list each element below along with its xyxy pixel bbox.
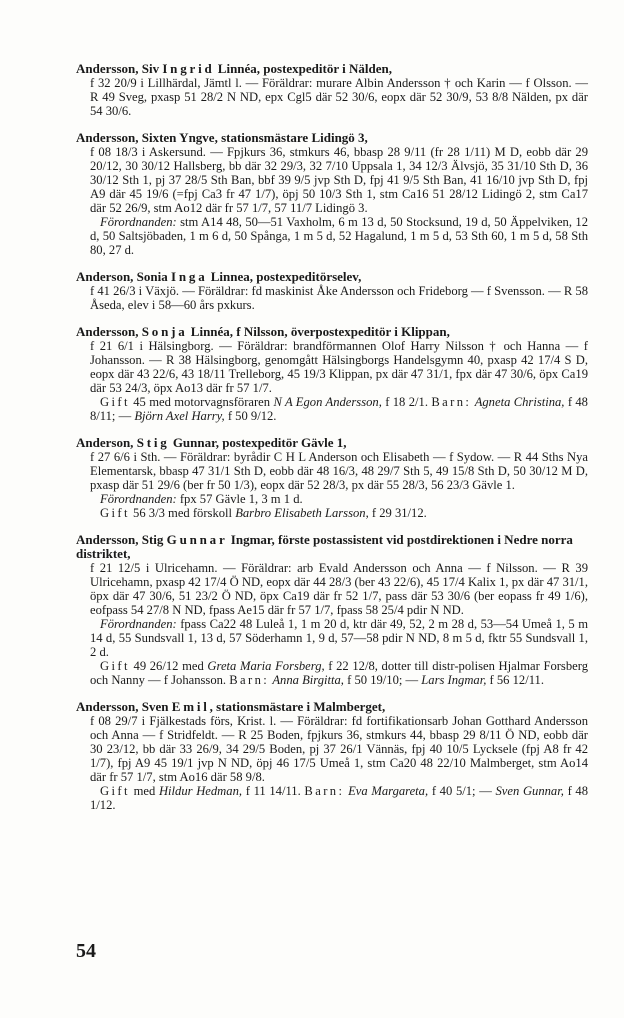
entry-body: f 08 18/3 i Askersund. — Fpjkurs 36, stmkurs 46, bbasp 28 9/11 (fr 28 1/11) M D, eobb där 29 20/12, 30 30/12 Hallsberg, bb där 32 29/3, 32 7/10 Uppsala 1, 34 12/3 Älvsjö, 35 31/10 Sth D, 36 30/12 Sth 1, pj 37 28/5 Sth Ban, bbf 39 9/5 jvp Sth D, fpj 41 9/5 Sth Ban, 41 16/10 jvp Sth D, fpj A9 där 45 19/6 (=fpj Ca3 fr 47 1/7), öpj 50 10/3 Sth 1, stm Ca16 51 28/12 Lidingö 2, stm Ca17 där 52 26/9, stm Ao12 där fr 57 1/7, 57 11/7 Lidingö 3. Förordnanden: stm A14 48, 50—51 Vaxholm, 6 m 13 d, 50 Stocksund, 19 d, 50 Äppelviken, 12 d, 50 Saltsjöbaden, 1 m 6 d, 50 Spånga, 1 m 5 d, 52 Hagalund, 1 m 5 d, 53 Sth 60, 1 m 5 d, 58 Sth 80, 27 d. [90,145,588,257]
entry-heading: Anderson, Sonia Inga Linnea, postexpeditörselev, [76,269,362,284]
entry-stig-gunnar-ingmar [76,533,588,687]
entry-heading: Andersson, Sonja Linnéa, f Nilsson, överpostexpeditör i Klippan, [76,324,450,339]
entry-heading: Andersson, Siv Ingrid Linnéa, postexpeditör i Nälden, [76,61,392,76]
entry-siv-ingrid [76,62,588,118]
page-number: 54 [76,940,96,962]
entry-body: f 41 26/3 i Växjö. — Föräldrar: fd maskinist Åke Andersson och Frideborg — f Svensson. — R 58 Åseda, elev i 58—60 års pxkurs. [90,284,588,312]
register-page [76,62,588,825]
entry-heading: Anderson, Stig Gunnar, postexpeditör Gävle 1, [76,435,347,450]
entry-body: f 21 6/1 i Hälsingborg. — Föräldrar: brandförmannen Olof Harry Nilsson † och Hanna — f Johansson. — R 38 Hälsingborg, genomgått Hälsingborgs Handelsgymn 40, pxasp 42 17/4 S D, eopx där 43 22/6, 43 18/11 Trelleborg, 45 19/3 Klippan, px där 47 31/1, fpx där 47 30/6, öpx Ca19 där 53 24/3, öpx Ao13 där fr 57 1/7. Gift 45 med motorvagnsföraren N A Egon Andersson, f 18 2/1. Barn: Agneta Christina, f 48 8/11; — Björn Axel Harry, f 50 9/12. [90,339,588,423]
entry-body: f 08 29/7 i Fjälkestads förs, Krist. l. — Föräldrar: fd fortifikationsarb Johan Gotthard Andersson och Anna — f Stridfeldt. — R 25 Boden, fpjkurs 36, stmkurs 44, bbasp 29 8/11 Ö ND, eobb där 30 23/12, bb där 33 26/9, 34 29/5 Boden, pj 37 26/1 Vännäs, fpj 40 10/5 Lycksele (fpj A8 fr 42 1/7), fpj A9 45 19/1 jvp N ND, öpj 46 17/5 Umeå 1, stm Ca20 48 22/10 Malmberget, stm Ao14 där fr 57 1/7, stm Ao16 där 58 9/8. Gift med Hildur Hedman, f 11 14/11. Barn: Eva Margareta, f 40 5/1; — Sven Gunnar, f 48 1/12. [90,714,589,812]
appointments: Förordnanden: fpx 57 Gävle 1, 3 m 1 d. [100,492,303,506]
entry-heading: Andersson, Sven Emil, stationsmästare i Malmberget, [76,699,386,714]
entry-body: f 21 12/5 i Ulricehamn. — Föräldrar: arb Evald Andersson och Anna — f Nilsson. — R 39 Ulricehamn, pxasp 42 17/4 Ö ND, eopx där 44 28/3 (ber 43 22/6), 45 17/4 Kalix 1, px där 47 31/1, öpx där 47 30/6, 51 23/2 Ö ND, öpx Ca19 där fr 52 1/7, pass där 53 30/6 (ber eopass fr 49 1/6), eofpass 54 27/8 N ND, fpass Ae15 där fr 57 1/7, fpass 58 25/4 pdir N ND. Förordnanden: fpass Ca22 48 Luleå 1, 1 m 20 d, ktr där 49, 52, 2 m 28 d, 53—54 Umeå 1, 5 m 14 d, 55 Sundsvall 1, 13 d, 57 Söderhamn 1, 9 d, 57—58 pdir N ND, 8 m 5 d, fktr 55 Sundsvall 1, 2 d. Gift 49 26/12 med Greta Maria Forsberg, f 22 12/8, dotter till distr-polisen Hjalmar Forsberg och Nanny — f Johansson. Barn: Anna Birgitta, f 50 19/10; — Lars Ingmar, f 56 12/11. [90,561,588,687]
entry-body: f 32 20/9 i Lillhärdal, Jämtl l. — Föräldrar: murare Albin Andersson † och Karin — f Olsson. — R 49 Sveg, pxasp 51 28/2 N ND, epx Cgl5 där 52 30/6, eopx där 52 30/9, 53 8/8 Nälden, px där 54 30/6. [90,76,588,118]
entry-sixten-yngve [76,131,588,257]
entry-body: f 27 6/6 i Sth. — Föräldrar: byrådir C H L Anderson och Elisabeth — f Sydow. — R 44 Sths Nya Elementarsk, bbasp 47 31/1 Sth D, eobb där 48 16/3, 48 29/7 Sth 5, 49 15/8 Sth D, 50 30/12 M D, pxasp där 51 29/6 (ber fr 50 1/3), eopx där 52 28/3, px där 55 28/3, 56 23/3 Gävle 1. Förordnanden: fpx 57 Gävle 1, 3 m 1 d. Gift 56 3/3 med förskoll Barbro Elisabeth Larsson, f 29 31/12. [90,450,588,520]
entry-sonia-inga [76,270,588,312]
appointments: Förordnanden: fpass Ca22 48 Luleå 1, 1 m 20 d, ktr där 49, 52, 2 m 28 d, 53—54 Umeå 1, 5 m 14 d, 55 Sundsvall 1, 13 d, 57 Söderhamn 1, 9 d, 57—58 pdir N ND, 8 m 5 d, fktr 55 Sundsvall 1, 2 d. [90,617,588,659]
marriage: Gift 45 med motorvagnsföraren N A Egon Andersson, f 18 2/1. Barn: Agneta Christina, f 48 8/11; — Björn Axel Harry, f 50 9/12. [90,395,588,423]
entry-heading: Andersson, Stig Gunnar Ingmar, förste postassistent vid postdirektionen i Nedre norra distriktet, [76,532,573,561]
entry-stig-gunnar-gavle [76,436,588,520]
appointments: Förordnanden: stm A14 48, 50—51 Vaxholm, 6 m 13 d, 50 Stocksund, 19 d, 50 Äppelviken, 12 d, 50 Saltsjöbaden, 1 m 6 d, 50 Spånga, 1 m 5 d, 52 Hagalund, 1 m 5 d, 53 Sth 60, 1 m 5 d, 58 Sth 80, 27 d. [90,215,588,257]
marriage: Gift 49 26/12 med Greta Maria Forsberg, f 22 12/8, dotter till distr-polisen Hjalmar Forsberg och Nanny — f Johansson. Barn: Anna Birgitta, f 50 19/10; — Lars Ingmar, f 56 12/11. [90,659,588,687]
entry-sven-emil [76,700,588,812]
entry-sonja-linnea [76,325,588,423]
marriage: Gift med Hildur Hedman, f 11 14/11. Barn: Eva Margareta, f 40 5/1; — Sven Gunnar, f 48 1/12. [90,784,589,812]
marriage: Gift 56 3/3 med förskoll Barbro Elisabeth Larsson, f 29 31/12. [100,506,427,520]
entry-heading: Andersson, Sixten Yngve, stationsmästare Lidingö 3, [76,130,368,145]
